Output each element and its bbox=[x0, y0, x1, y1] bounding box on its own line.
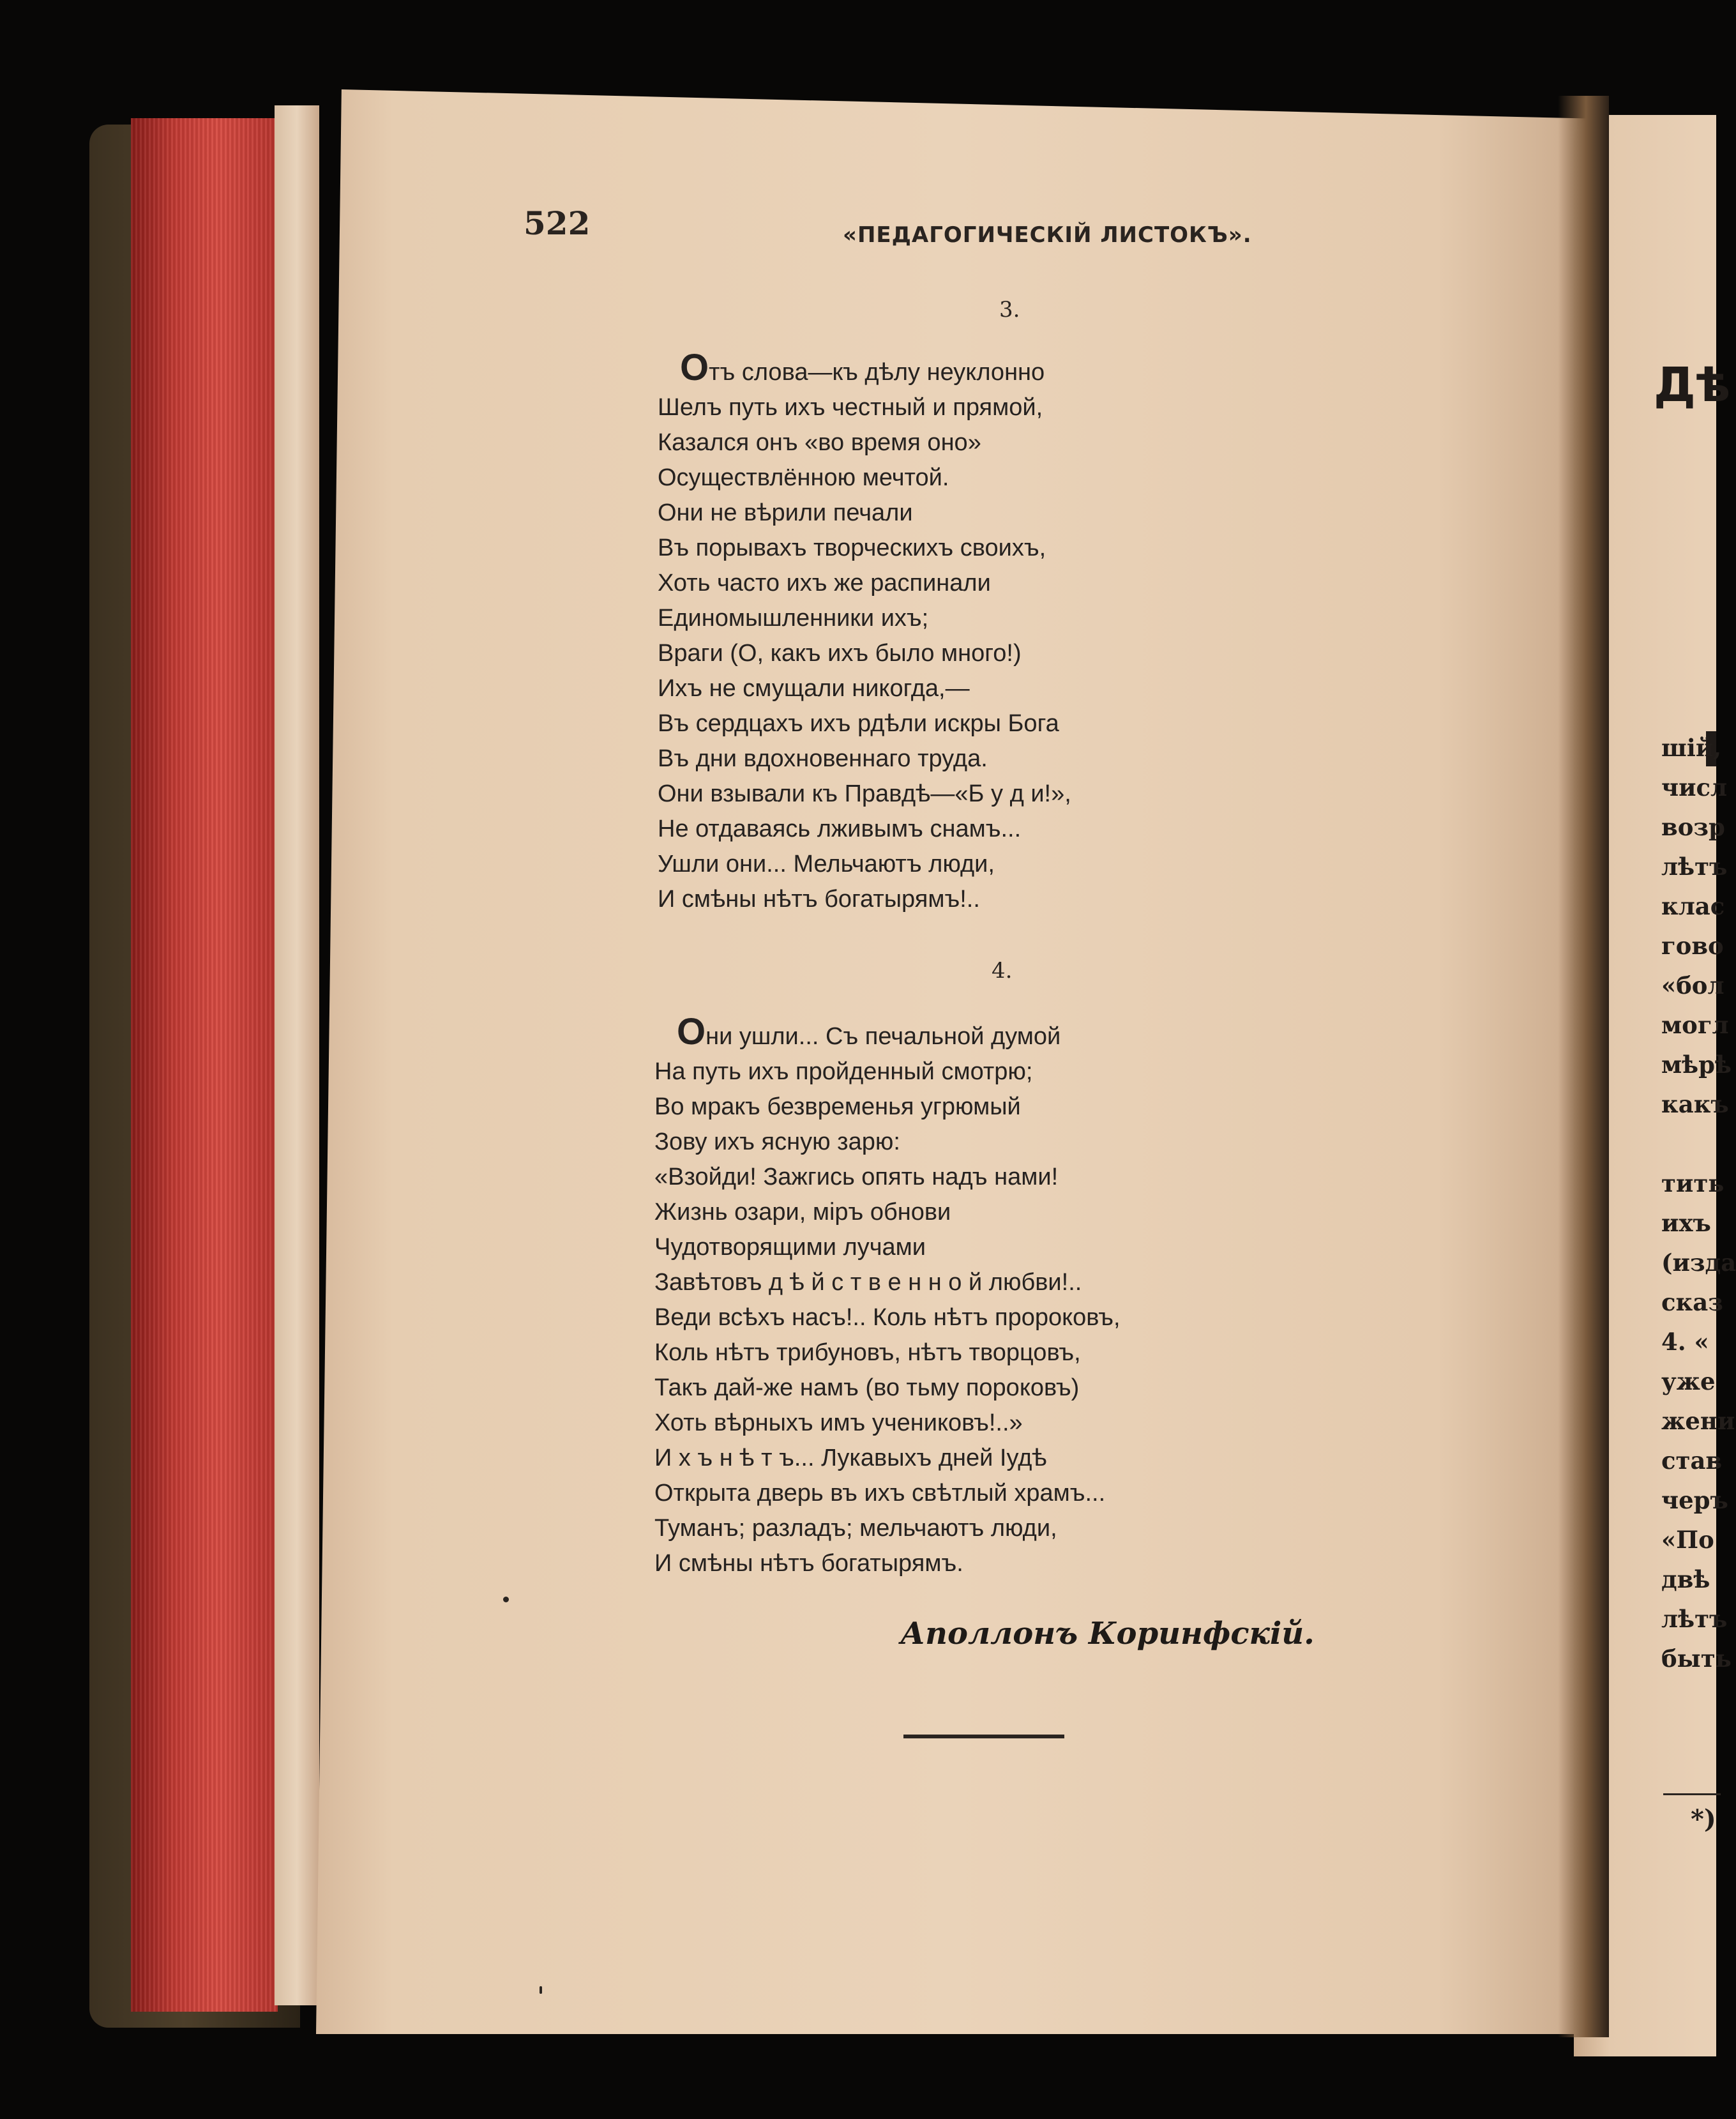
poem-line: На путь ихъ пройденный смотрю; bbox=[654, 1058, 1033, 1085]
poem-line: Въ дни вдохновеннаго труда. bbox=[658, 745, 988, 772]
poem-line: Завѣтовъ д ѣ й с т в е н н о й любви!.. bbox=[654, 1269, 1082, 1296]
poem-line: Осуществлённою мечтой. bbox=[658, 464, 949, 491]
poem-line: Чудотворящими лучами bbox=[654, 1234, 926, 1261]
section-number: 4. bbox=[992, 958, 1013, 984]
poem-line: И смѣны нѣтъ богатырямъ!.. bbox=[658, 886, 980, 913]
poem-line: Туманъ; разладъ; мельчаютъ люди, bbox=[654, 1515, 1057, 1542]
poem-line: Ихъ не смущали никогда,— bbox=[658, 675, 970, 702]
poem-line: Шелъ путь ихъ честный и прямой, bbox=[658, 394, 1043, 421]
poem-line: Жизнь озари, міръ обнови bbox=[654, 1199, 951, 1226]
poem-line: Единомышленники ихъ; bbox=[658, 605, 929, 632]
poem-stanza-4 bbox=[654, 1011, 1229, 1581]
poem-line: Во мракъ безвременья угрюмый bbox=[654, 1093, 1021, 1120]
poem-line: Коль нѣтъ трибуновъ, нѣтъ творцовъ, bbox=[654, 1339, 1081, 1366]
poem-line: Въ порывахъ творческихъ своихъ, bbox=[658, 535, 1046, 561]
poem-line: Они не вѣрили печали bbox=[658, 499, 913, 526]
running-head bbox=[524, 204, 1277, 255]
poem-line: И х ъ н ѣ т ъ... Лукавыхъ дней Іудѣ bbox=[654, 1445, 1047, 1471]
poem-line: Казался онъ «во время оно» bbox=[658, 429, 981, 456]
section-number: 3. bbox=[999, 297, 1020, 323]
ink-speck bbox=[503, 1597, 509, 1602]
footnote-mark: *) bbox=[1691, 1804, 1716, 1834]
poem-line: Ушли они... Мельчаютъ люди, bbox=[658, 851, 995, 877]
poem-line: Такъ дай-же намъ (во тьму пороковъ) bbox=[654, 1374, 1080, 1401]
poem-line: Открыта дверь въ ихъ свѣтлый храмъ... bbox=[654, 1480, 1106, 1507]
author-signature: Аполлонъ Коринфскій. bbox=[900, 1616, 1315, 1652]
poem-line: Отъ слова—къ дѣлу неуклонно bbox=[680, 347, 1045, 388]
book-gutter bbox=[1558, 96, 1609, 2037]
footnote-rule bbox=[1663, 1793, 1721, 1795]
poem-line: Не отдаваясь лживымъ снамъ... bbox=[658, 816, 1022, 842]
poem-line: Зову ихъ ясную зарю: bbox=[654, 1128, 900, 1155]
book-page-edges bbox=[131, 118, 278, 2012]
right-page-text: шій, числ возр лѣтъ клас гово «бол могл мѣрѣ какъ тить ихъ (изда сказ 4. « уже жени став черъ «По двѣ лѣтъ быть bbox=[1661, 734, 1736, 1673]
page-stack-edge bbox=[275, 105, 319, 2005]
journal-title: «ПЕДАГОГИЧЕСКІЙ ЛИСТОКЪ». bbox=[843, 222, 1252, 248]
page-number: 522 bbox=[524, 204, 591, 242]
poem-line: И смѣны нѣтъ богатырямъ. bbox=[654, 1550, 963, 1577]
ink-speck bbox=[540, 1986, 542, 1994]
poem-line: Враги (О, какъ ихъ было много!) bbox=[658, 640, 1022, 667]
closing-rule bbox=[903, 1735, 1064, 1738]
poem-line: Въ сердцахъ ихъ рдѣли искры Бога bbox=[658, 710, 1059, 737]
poem-line: «Взойди! Зажгись опять надъ нами! bbox=[654, 1164, 1059, 1190]
poem-line: Хоть вѣрныхъ имъ учениковъ!..» bbox=[654, 1409, 1023, 1436]
poem-line: Хоть часто ихъ же распинали bbox=[658, 570, 991, 596]
right-page-heading: Дѣ bbox=[1654, 358, 1731, 413]
poem-line: Веди всѣхъ насъ!.. Коль нѣтъ пророковъ, bbox=[654, 1304, 1121, 1331]
poem-line: Они ушли... Съ печальной думой bbox=[677, 1011, 1061, 1052]
poem-stanza-3 bbox=[658, 347, 1232, 917]
poem-line: Они взывали къ Правдѣ—«Б у д и!», bbox=[658, 780, 1071, 807]
